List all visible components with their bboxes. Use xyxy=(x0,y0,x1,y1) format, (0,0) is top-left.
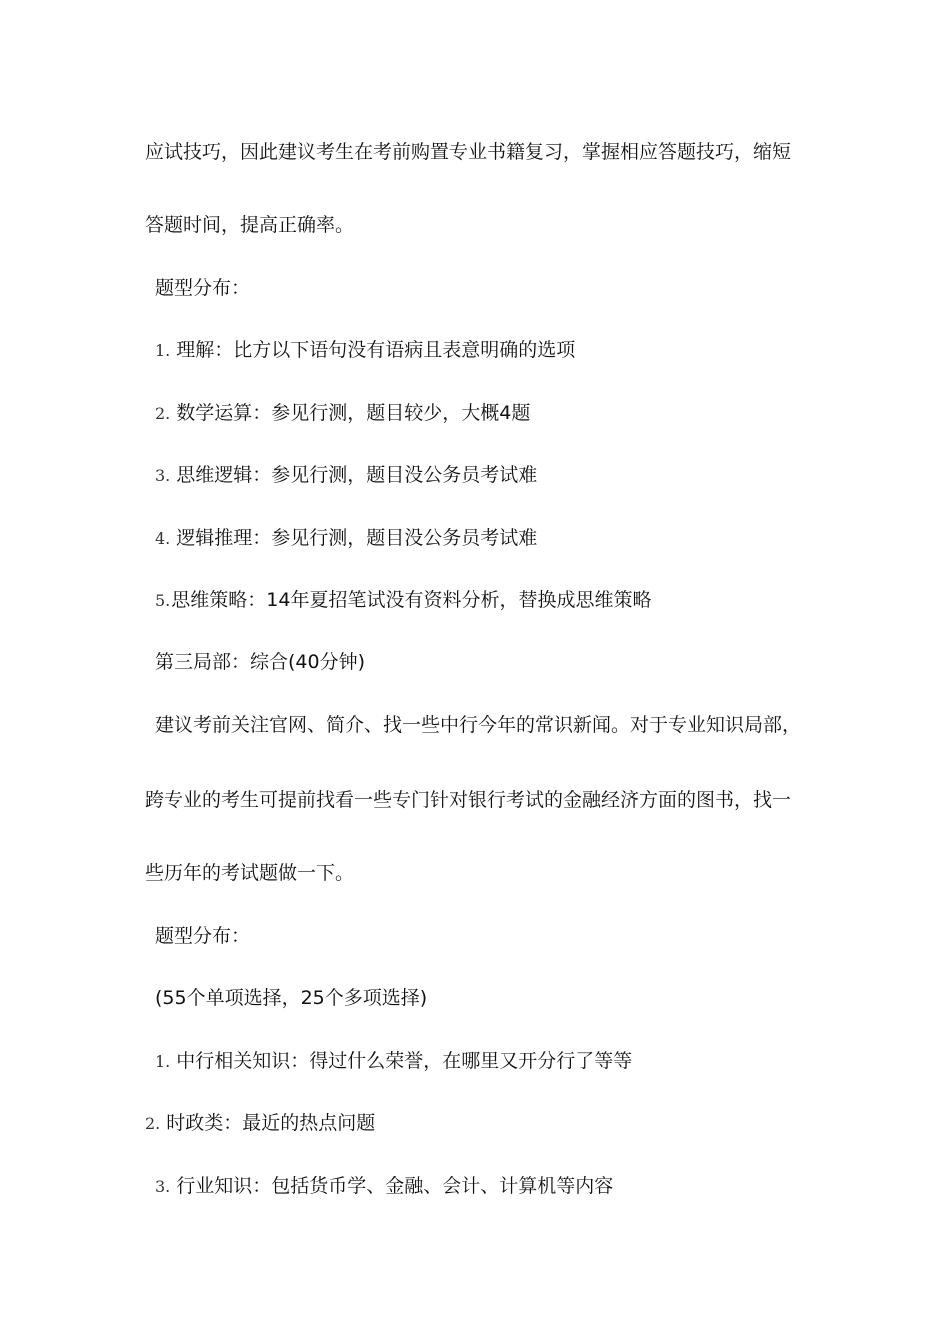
section-heading xyxy=(155,276,250,300)
line-text: 建议考前关注官网、简介、找一些中行今年的常识新闻。对于专业知识局部， xyxy=(155,714,802,736)
line-text: 题型分布： xyxy=(155,925,251,947)
list-number: 2. xyxy=(155,404,171,423)
list-text: 行业知识：包括货币学、金融、会计、计算机等内容 xyxy=(176,1175,614,1197)
list-item xyxy=(155,401,530,426)
list-item xyxy=(155,526,537,551)
paragraph-line xyxy=(155,986,427,1010)
list-number: 3. xyxy=(155,466,171,485)
list-number: 2. xyxy=(145,1114,161,1133)
line-text: 答题时间，提高正确率。 xyxy=(145,214,355,236)
list-item xyxy=(145,1111,375,1136)
list-text: 逻辑推理：参见行测，题目没公务员考试难 xyxy=(176,527,538,549)
list-text: 思维逻辑：参见行测，题目没公务员考试难 xyxy=(176,464,538,486)
list-item xyxy=(155,1049,632,1074)
paragraph-line xyxy=(145,140,791,164)
section-heading xyxy=(155,924,250,948)
list-text: 理解：比方以下语句没有语病且表意明确的选项 xyxy=(176,339,576,361)
line-text: 些历年的考试题做一下。 xyxy=(145,862,355,884)
list-number: 5. xyxy=(155,591,171,610)
paragraph-line xyxy=(155,713,801,737)
list-text: 时政类：最近的热点问题 xyxy=(166,1112,376,1134)
line-text: 跨专业的考生可提前找看一些专门针对银行考试的金融经济方面的图书，找一 xyxy=(145,789,792,811)
line-text: 第三局部：综合(40分钟) xyxy=(155,651,366,673)
list-item xyxy=(155,463,537,488)
list-text: 思维策略：14年夏招笔试没有资料分析，替换成思维策略 xyxy=(171,589,652,611)
line-text: (55个单项选择，25个多项选择) xyxy=(155,987,428,1009)
paragraph-line xyxy=(145,861,354,885)
list-item xyxy=(155,338,575,363)
paragraph-line xyxy=(145,213,354,237)
list-item xyxy=(155,1174,613,1199)
line-text: 题型分布： xyxy=(155,277,251,299)
list-number: 3. xyxy=(155,1177,171,1196)
section-heading xyxy=(155,650,365,674)
paragraph-line xyxy=(145,788,791,812)
line-text: 应试技巧，因此建议考生在考前购置专业书籍复习，掌握相应答题技巧，缩短 xyxy=(145,141,792,163)
list-text: 数学运算：参见行测，题目较少，大概4题 xyxy=(176,402,531,424)
list-item xyxy=(155,588,651,613)
list-number: 1. xyxy=(155,1052,171,1071)
list-number: 1. xyxy=(155,341,171,360)
list-text: 中行相关知识：得过什么荣誉，在哪里又开分行了等等 xyxy=(176,1050,633,1072)
list-number: 4. xyxy=(155,529,171,548)
